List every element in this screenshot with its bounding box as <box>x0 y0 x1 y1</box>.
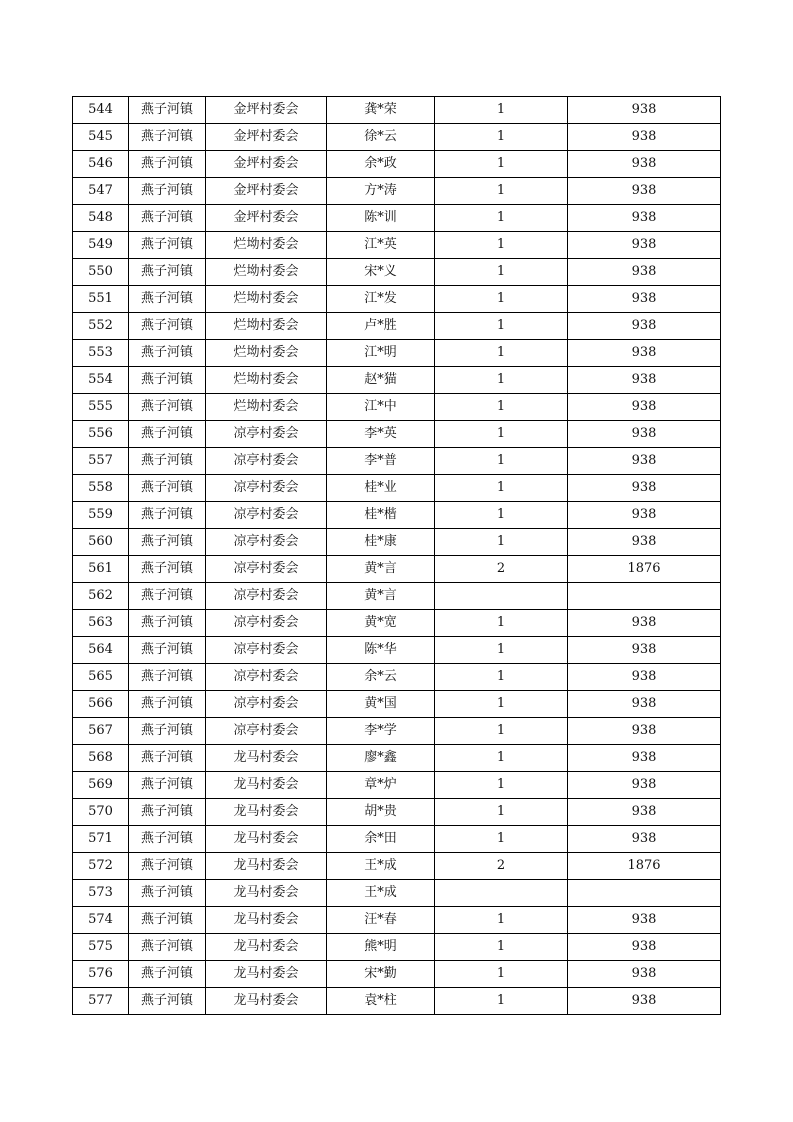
row-number-cell: 571 <box>73 826 129 853</box>
town-cell: 燕子河镇 <box>129 259 206 286</box>
amount-cell: 938 <box>568 232 721 259</box>
row-number-cell: 562 <box>73 583 129 610</box>
row-number-cell: 570 <box>73 799 129 826</box>
row-number-cell: 554 <box>73 367 129 394</box>
amount-cell: 938 <box>568 313 721 340</box>
count-cell: 1 <box>435 502 568 529</box>
village-committee-cell: 金坪村委会 <box>206 124 327 151</box>
person-name-cell: 龚*荣 <box>327 97 435 124</box>
count-cell: 1 <box>435 232 568 259</box>
person-name-cell: 李*学 <box>327 718 435 745</box>
village-committee-cell: 龙马村委会 <box>206 907 327 934</box>
count-cell: 1 <box>435 529 568 556</box>
table-row <box>73 529 721 556</box>
table-row <box>73 367 721 394</box>
amount-cell: 938 <box>568 691 721 718</box>
town-cell: 燕子河镇 <box>129 529 206 556</box>
person-name-cell: 宋*勤 <box>327 961 435 988</box>
village-committee-cell: 烂坳村委会 <box>206 394 327 421</box>
person-name-cell: 徐*云 <box>327 124 435 151</box>
town-cell: 燕子河镇 <box>129 583 206 610</box>
village-committee-cell: 凉亭村委会 <box>206 502 327 529</box>
amount-cell: 938 <box>568 124 721 151</box>
row-number-cell: 574 <box>73 907 129 934</box>
village-committee-cell: 凉亭村委会 <box>206 475 327 502</box>
count-cell: 1 <box>435 664 568 691</box>
row-number-cell: 566 <box>73 691 129 718</box>
table-row <box>73 97 721 124</box>
count-cell <box>435 583 568 610</box>
town-cell: 燕子河镇 <box>129 124 206 151</box>
row-number-cell: 559 <box>73 502 129 529</box>
table-row <box>73 772 721 799</box>
town-cell: 燕子河镇 <box>129 853 206 880</box>
town-cell: 燕子河镇 <box>129 799 206 826</box>
amount-cell <box>568 880 721 907</box>
village-committee-cell: 凉亭村委会 <box>206 529 327 556</box>
table-row <box>73 232 721 259</box>
count-cell: 1 <box>435 799 568 826</box>
table-row <box>73 286 721 313</box>
count-cell: 1 <box>435 340 568 367</box>
row-number-cell: 546 <box>73 151 129 178</box>
count-cell: 1 <box>435 772 568 799</box>
amount-cell: 938 <box>568 637 721 664</box>
count-cell: 1 <box>435 205 568 232</box>
town-cell: 燕子河镇 <box>129 664 206 691</box>
table-row <box>73 205 721 232</box>
amount-cell: 938 <box>568 610 721 637</box>
village-committee-cell: 金坪村委会 <box>206 151 327 178</box>
person-name-cell: 赵*猫 <box>327 367 435 394</box>
table-row <box>73 259 721 286</box>
village-committee-cell: 龙马村委会 <box>206 853 327 880</box>
amount-cell: 938 <box>568 664 721 691</box>
town-cell: 燕子河镇 <box>129 934 206 961</box>
village-committee-cell: 金坪村委会 <box>206 97 327 124</box>
amount-cell: 938 <box>568 286 721 313</box>
amount-cell <box>568 583 721 610</box>
town-cell: 燕子河镇 <box>129 178 206 205</box>
person-name-cell: 宋*义 <box>327 259 435 286</box>
amount-cell: 938 <box>568 97 721 124</box>
town-cell: 燕子河镇 <box>129 448 206 475</box>
count-cell: 1 <box>435 178 568 205</box>
town-cell: 燕子河镇 <box>129 286 206 313</box>
row-number-cell: 557 <box>73 448 129 475</box>
table-row <box>73 907 721 934</box>
person-name-cell: 方*涛 <box>327 178 435 205</box>
table-row <box>73 313 721 340</box>
row-number-cell: 568 <box>73 745 129 772</box>
table-row <box>73 124 721 151</box>
count-cell: 2 <box>435 853 568 880</box>
town-cell: 燕子河镇 <box>129 475 206 502</box>
town-cell: 燕子河镇 <box>129 313 206 340</box>
subsidy-table <box>72 96 721 1015</box>
amount-cell: 938 <box>568 340 721 367</box>
amount-cell: 938 <box>568 799 721 826</box>
table-row <box>73 556 721 583</box>
count-cell: 1 <box>435 151 568 178</box>
table-row <box>73 826 721 853</box>
table-row <box>73 799 721 826</box>
table-row <box>73 475 721 502</box>
table-row <box>73 394 721 421</box>
person-name-cell: 黄*国 <box>327 691 435 718</box>
village-committee-cell: 凉亭村委会 <box>206 583 327 610</box>
row-number-cell: 573 <box>73 880 129 907</box>
table-body <box>73 97 721 1015</box>
table-row <box>73 178 721 205</box>
table-row <box>73 637 721 664</box>
amount-cell: 938 <box>568 259 721 286</box>
row-number-cell: 551 <box>73 286 129 313</box>
amount-cell: 938 <box>568 907 721 934</box>
count-cell: 1 <box>435 259 568 286</box>
person-name-cell: 汪*春 <box>327 907 435 934</box>
person-name-cell: 江*明 <box>327 340 435 367</box>
person-name-cell: 余*云 <box>327 664 435 691</box>
count-cell: 1 <box>435 448 568 475</box>
amount-cell: 938 <box>568 394 721 421</box>
count-cell: 1 <box>435 826 568 853</box>
count-cell: 1 <box>435 421 568 448</box>
row-number-cell: 558 <box>73 475 129 502</box>
village-committee-cell: 凉亭村委会 <box>206 556 327 583</box>
row-number-cell: 553 <box>73 340 129 367</box>
town-cell: 燕子河镇 <box>129 556 206 583</box>
count-cell: 1 <box>435 961 568 988</box>
amount-cell: 938 <box>568 475 721 502</box>
town-cell: 燕子河镇 <box>129 367 206 394</box>
village-committee-cell: 龙马村委会 <box>206 934 327 961</box>
table-row <box>73 691 721 718</box>
amount-cell: 938 <box>568 961 721 988</box>
village-committee-cell: 龙马村委会 <box>206 772 327 799</box>
count-cell: 2 <box>435 556 568 583</box>
count-cell: 1 <box>435 286 568 313</box>
person-name-cell: 黄*宽 <box>327 610 435 637</box>
count-cell: 1 <box>435 124 568 151</box>
village-committee-cell: 烂坳村委会 <box>206 367 327 394</box>
row-number-cell: 565 <box>73 664 129 691</box>
amount-cell: 938 <box>568 421 721 448</box>
table-row <box>73 151 721 178</box>
person-name-cell: 李*普 <box>327 448 435 475</box>
person-name-cell: 袁*柱 <box>327 988 435 1015</box>
row-number-cell: 563 <box>73 610 129 637</box>
town-cell: 燕子河镇 <box>129 637 206 664</box>
person-name-cell: 黄*言 <box>327 583 435 610</box>
row-number-cell: 577 <box>73 988 129 1015</box>
person-name-cell: 章*炉 <box>327 772 435 799</box>
town-cell: 燕子河镇 <box>129 232 206 259</box>
amount-cell: 1876 <box>568 853 721 880</box>
person-name-cell: 桂*楷 <box>327 502 435 529</box>
count-cell: 1 <box>435 367 568 394</box>
table-row <box>73 961 721 988</box>
town-cell: 燕子河镇 <box>129 610 206 637</box>
village-committee-cell: 龙马村委会 <box>206 799 327 826</box>
amount-cell: 938 <box>568 772 721 799</box>
count-cell: 1 <box>435 97 568 124</box>
row-number-cell: 555 <box>73 394 129 421</box>
village-committee-cell: 金坪村委会 <box>206 178 327 205</box>
row-number-cell: 556 <box>73 421 129 448</box>
person-name-cell: 桂*康 <box>327 529 435 556</box>
row-number-cell: 549 <box>73 232 129 259</box>
amount-cell: 938 <box>568 745 721 772</box>
village-committee-cell: 龙马村委会 <box>206 988 327 1015</box>
amount-cell: 938 <box>568 151 721 178</box>
count-cell: 1 <box>435 313 568 340</box>
person-name-cell: 廖*鑫 <box>327 745 435 772</box>
person-name-cell: 余*田 <box>327 826 435 853</box>
table-row <box>73 745 721 772</box>
row-number-cell: 548 <box>73 205 129 232</box>
row-number-cell: 544 <box>73 97 129 124</box>
row-number-cell: 569 <box>73 772 129 799</box>
person-name-cell: 桂*业 <box>327 475 435 502</box>
amount-cell: 938 <box>568 502 721 529</box>
row-number-cell: 572 <box>73 853 129 880</box>
village-committee-cell: 凉亭村委会 <box>206 718 327 745</box>
amount-cell: 938 <box>568 718 721 745</box>
town-cell: 燕子河镇 <box>129 421 206 448</box>
town-cell: 燕子河镇 <box>129 151 206 178</box>
amount-cell: 938 <box>568 529 721 556</box>
person-name-cell: 余*政 <box>327 151 435 178</box>
count-cell: 1 <box>435 988 568 1015</box>
amount-cell: 938 <box>568 988 721 1015</box>
person-name-cell: 胡*贵 <box>327 799 435 826</box>
count-cell: 1 <box>435 934 568 961</box>
person-name-cell: 王*成 <box>327 880 435 907</box>
row-number-cell: 564 <box>73 637 129 664</box>
amount-cell: 938 <box>568 448 721 475</box>
amount-cell: 938 <box>568 205 721 232</box>
table-row <box>73 880 721 907</box>
town-cell: 燕子河镇 <box>129 988 206 1015</box>
person-name-cell: 王*成 <box>327 853 435 880</box>
town-cell: 燕子河镇 <box>129 745 206 772</box>
table-row <box>73 988 721 1015</box>
table-row <box>73 934 721 961</box>
village-committee-cell: 凉亭村委会 <box>206 691 327 718</box>
town-cell: 燕子河镇 <box>129 394 206 421</box>
village-committee-cell: 龙马村委会 <box>206 961 327 988</box>
row-number-cell: 576 <box>73 961 129 988</box>
village-committee-cell: 凉亭村委会 <box>206 610 327 637</box>
village-committee-cell: 龙马村委会 <box>206 826 327 853</box>
count-cell: 1 <box>435 394 568 421</box>
table-row <box>73 421 721 448</box>
person-name-cell: 江*中 <box>327 394 435 421</box>
town-cell: 燕子河镇 <box>129 205 206 232</box>
person-name-cell: 江*英 <box>327 232 435 259</box>
row-number-cell: 575 <box>73 934 129 961</box>
table-row <box>73 718 721 745</box>
table-row <box>73 610 721 637</box>
count-cell: 1 <box>435 691 568 718</box>
village-committee-cell: 烂坳村委会 <box>206 259 327 286</box>
person-name-cell: 陈*华 <box>327 637 435 664</box>
town-cell: 燕子河镇 <box>129 880 206 907</box>
town-cell: 燕子河镇 <box>129 961 206 988</box>
count-cell: 1 <box>435 637 568 664</box>
count-cell: 1 <box>435 907 568 934</box>
village-committee-cell: 凉亭村委会 <box>206 664 327 691</box>
amount-cell: 938 <box>568 934 721 961</box>
table-row <box>73 448 721 475</box>
count-cell: 1 <box>435 475 568 502</box>
town-cell: 燕子河镇 <box>129 97 206 124</box>
village-committee-cell: 金坪村委会 <box>206 205 327 232</box>
table-row <box>73 340 721 367</box>
town-cell: 燕子河镇 <box>129 718 206 745</box>
amount-cell: 938 <box>568 367 721 394</box>
village-committee-cell: 龙马村委会 <box>206 745 327 772</box>
amount-cell: 1876 <box>568 556 721 583</box>
person-name-cell: 卢*胜 <box>327 313 435 340</box>
count-cell: 1 <box>435 718 568 745</box>
town-cell: 燕子河镇 <box>129 691 206 718</box>
town-cell: 燕子河镇 <box>129 907 206 934</box>
count-cell: 1 <box>435 745 568 772</box>
amount-cell: 938 <box>568 178 721 205</box>
town-cell: 燕子河镇 <box>129 772 206 799</box>
town-cell: 燕子河镇 <box>129 826 206 853</box>
town-cell: 燕子河镇 <box>129 502 206 529</box>
table-row <box>73 664 721 691</box>
table-row <box>73 853 721 880</box>
count-cell: 1 <box>435 610 568 637</box>
row-number-cell: 550 <box>73 259 129 286</box>
amount-cell: 938 <box>568 826 721 853</box>
person-name-cell: 黄*言 <box>327 556 435 583</box>
person-name-cell: 江*发 <box>327 286 435 313</box>
village-committee-cell: 凉亭村委会 <box>206 448 327 475</box>
count-cell <box>435 880 568 907</box>
person-name-cell: 李*英 <box>327 421 435 448</box>
table-row <box>73 502 721 529</box>
village-committee-cell: 烂坳村委会 <box>206 313 327 340</box>
village-committee-cell: 烂坳村委会 <box>206 340 327 367</box>
row-number-cell: 552 <box>73 313 129 340</box>
town-cell: 燕子河镇 <box>129 340 206 367</box>
person-name-cell: 陈*训 <box>327 205 435 232</box>
village-committee-cell: 烂坳村委会 <box>206 286 327 313</box>
village-committee-cell: 烂坳村委会 <box>206 232 327 259</box>
row-number-cell: 545 <box>73 124 129 151</box>
row-number-cell: 567 <box>73 718 129 745</box>
village-committee-cell: 龙马村委会 <box>206 880 327 907</box>
village-committee-cell: 凉亭村委会 <box>206 421 327 448</box>
row-number-cell: 560 <box>73 529 129 556</box>
table-row <box>73 583 721 610</box>
row-number-cell: 561 <box>73 556 129 583</box>
village-committee-cell: 凉亭村委会 <box>206 637 327 664</box>
person-name-cell: 熊*明 <box>327 934 435 961</box>
row-number-cell: 547 <box>73 178 129 205</box>
